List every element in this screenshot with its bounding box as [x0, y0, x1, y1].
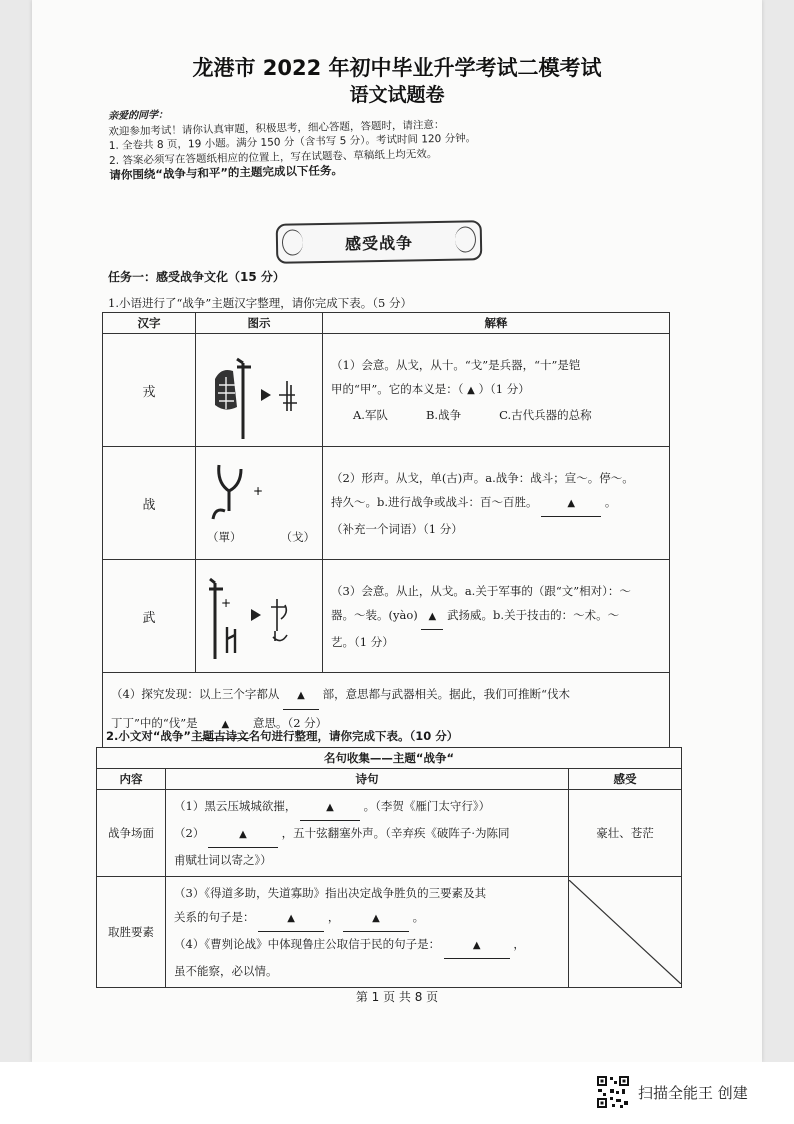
instruction-line: 1. 全卷共 8 页，19 小题。满分 150 分（含书写 5 分）。考试时间 120 分钟。 — [108, 132, 477, 152]
header-cell: 汉字 — [103, 313, 196, 334]
header-cell: 内容 — [97, 769, 166, 790]
answer-mark: ▲ — [297, 690, 305, 701]
zhan-glyph-icon — [197, 459, 319, 529]
text: 甲的“甲”。它的本义是：（ — [331, 382, 464, 396]
table-row — [103, 560, 670, 673]
explanation-line: （2）形声。从戈，单(古)声。a.战争：战斗；宣～。停～。 — [331, 470, 634, 485]
question-2-prompt: 2.小文对“战争”主题古诗文名句进行整理，请你完成下表。（10 分） — [106, 729, 459, 743]
answer-mark: ▲ — [472, 940, 481, 951]
verse-cell — [166, 877, 569, 988]
option-a[interactable]: A.军队 — [353, 408, 388, 422]
header-cell: 诗句 — [166, 769, 569, 790]
option-c[interactable]: C.古代兵器的总称 — [499, 408, 592, 422]
table-row — [103, 334, 670, 447]
content-cell: 战争场面 — [97, 790, 166, 877]
explanation-cell — [323, 447, 670, 560]
empty-feeling-cell — [569, 877, 682, 988]
answer-blank[interactable] — [283, 681, 319, 710]
text: 丁丁”中的“伐”是 — [111, 716, 198, 730]
answer-blank[interactable] — [444, 932, 510, 959]
diagonal-line — [569, 880, 681, 984]
text: 武扬威。b.关于技击的：～术。～ — [447, 607, 620, 622]
instructions — [108, 100, 579, 182]
answer-mark: ▲ — [221, 719, 230, 730]
answer-mark: ▲ — [567, 497, 576, 509]
instruction-line: 2. 答案必须写在答题纸相应的位置上，写在试题卷、草稿纸上均无效。 — [108, 147, 438, 167]
answer-mark: ▲ — [428, 610, 437, 622]
text: ）（1 分） — [478, 382, 530, 396]
theme-line: 请你围绕“战争与和平”的主题完成以下任务。 — [109, 163, 344, 182]
verse-cell — [166, 790, 569, 877]
instruction-line: 欢迎参加考试！请你认真审题，积极思考，细心答题，答题时，请注意： — [108, 118, 445, 138]
explanation-line: （1）会意。从戈，从十。“戈”是兵器，“十”是铠 — [331, 358, 581, 372]
explanation-line: （补充一个词语）（1 分） — [331, 521, 463, 536]
answer-mark: ▲ — [326, 802, 334, 813]
header-cell: 感受 — [569, 769, 682, 790]
scanner-watermark: 扫描全能王 创建 — [638, 1084, 748, 1102]
option-b[interactable]: B.战争 — [425, 408, 462, 422]
explanation-line — [331, 490, 661, 517]
text: （4）《曹刿论战》中体现鲁庄公取信于民的句子是： — [174, 937, 441, 951]
answer-blank[interactable] — [421, 603, 443, 630]
poetry-table — [96, 747, 682, 988]
answer-mark: ▲ — [239, 829, 247, 840]
table-row — [97, 877, 682, 988]
answer-blank[interactable] — [258, 905, 324, 932]
greeting: 亲爱的同学： — [108, 109, 169, 122]
answer-blank[interactable] — [208, 821, 278, 848]
text: 。 — [604, 494, 617, 509]
verse-line: 虽不能察，必以情。 — [174, 964, 278, 978]
verse-line — [174, 794, 560, 821]
explanation-cell — [323, 334, 670, 447]
glyph-caption: （單） — [207, 530, 242, 544]
qr-code-icon — [596, 1075, 630, 1109]
explanation-line: （3）会意。从止，从戈。a.关于军事的（跟“文”相对）：～ — [331, 583, 631, 598]
answer-mark: ▲ — [372, 913, 380, 924]
text: ， — [513, 937, 525, 951]
character-table — [102, 312, 670, 748]
text: ，五十弦翻塞外声。（辛弃疾《破阵子·为陈同 — [281, 826, 510, 840]
section-banner — [276, 220, 483, 264]
text: 器。～装。(yào) — [331, 607, 418, 622]
answer-blank[interactable] — [343, 905, 409, 932]
explanation-line — [331, 377, 661, 403]
verse-line — [174, 821, 560, 848]
options — [331, 403, 661, 427]
explanation-line: 艺。（1 分） — [331, 634, 394, 649]
header-cell: 图示 — [196, 313, 323, 334]
explore-line — [111, 681, 661, 710]
glyph-caption: （戈） — [280, 530, 315, 544]
answer-mark: ▲ — [287, 913, 295, 924]
text: （4）探究发现：以上三个字都从 — [111, 687, 280, 701]
verse-line: 甫赋壮词以寄之》） — [174, 853, 272, 867]
answer-blank[interactable] — [300, 794, 360, 821]
plus-sign: + — [253, 484, 264, 498]
question-1-prompt: 1.小语进行了“战争”主题汉字整理，请你完成下表。（5 分） — [108, 296, 412, 310]
verse-line: （3）《得道多助，失道寡助》指出决定战争胜负的三要素及其 — [174, 886, 487, 900]
char-cell: 戎 — [103, 334, 196, 447]
answer-blank[interactable] — [541, 490, 601, 517]
explanation-cell — [323, 560, 670, 673]
banner-text: 感受战争 — [344, 232, 414, 254]
char-cell: 武 — [103, 560, 196, 673]
table-row — [103, 447, 670, 560]
wu-glyph-icon — [197, 567, 319, 665]
task-heading: 任务一：感受战争文化（15 分） — [108, 270, 285, 284]
text: 。（李贺《雁门太守行》） — [363, 799, 491, 813]
text: 持久～。b.进行战争或战斗：百～百胜。 — [331, 494, 538, 509]
answer-mark[interactable]: ▲ — [467, 385, 475, 396]
char-cell: 战 — [103, 447, 196, 560]
table-caption: 名句收集——主题“战争“ — [97, 748, 682, 769]
page-number: 第 1 页 共 8 页 — [355, 990, 439, 1004]
explanation-line — [331, 603, 661, 630]
text: 。 — [412, 910, 425, 924]
exam-title: 龙港市 2022 年初中毕业升学考试二模考试 — [192, 56, 602, 80]
verse-line — [174, 932, 560, 959]
text: 关系的句子是： — [174, 910, 255, 924]
feeling-cell: 豪壮、苍茫 — [569, 790, 682, 877]
glyph-illustration — [196, 334, 323, 447]
content-cell: 取胜要素 — [97, 877, 166, 988]
plus-sign: + — [221, 596, 232, 610]
table-row — [97, 790, 682, 877]
exam-subtitle: 语文试题卷 — [349, 84, 445, 106]
rong-glyph-icon — [197, 341, 319, 439]
text: 部，意思都与武器相关。据此，我们可推断“伐木 — [322, 687, 571, 701]
glyph-illustration — [196, 560, 323, 673]
text: ， — [327, 910, 340, 924]
text: （1）黑云压城城欲摧， — [174, 799, 297, 813]
glyph-illustration — [196, 447, 323, 560]
text: （2） — [174, 826, 205, 840]
header-cell: 解释 — [323, 313, 670, 334]
verse-line — [174, 905, 560, 932]
text: 意思。（2 分） — [252, 716, 328, 730]
